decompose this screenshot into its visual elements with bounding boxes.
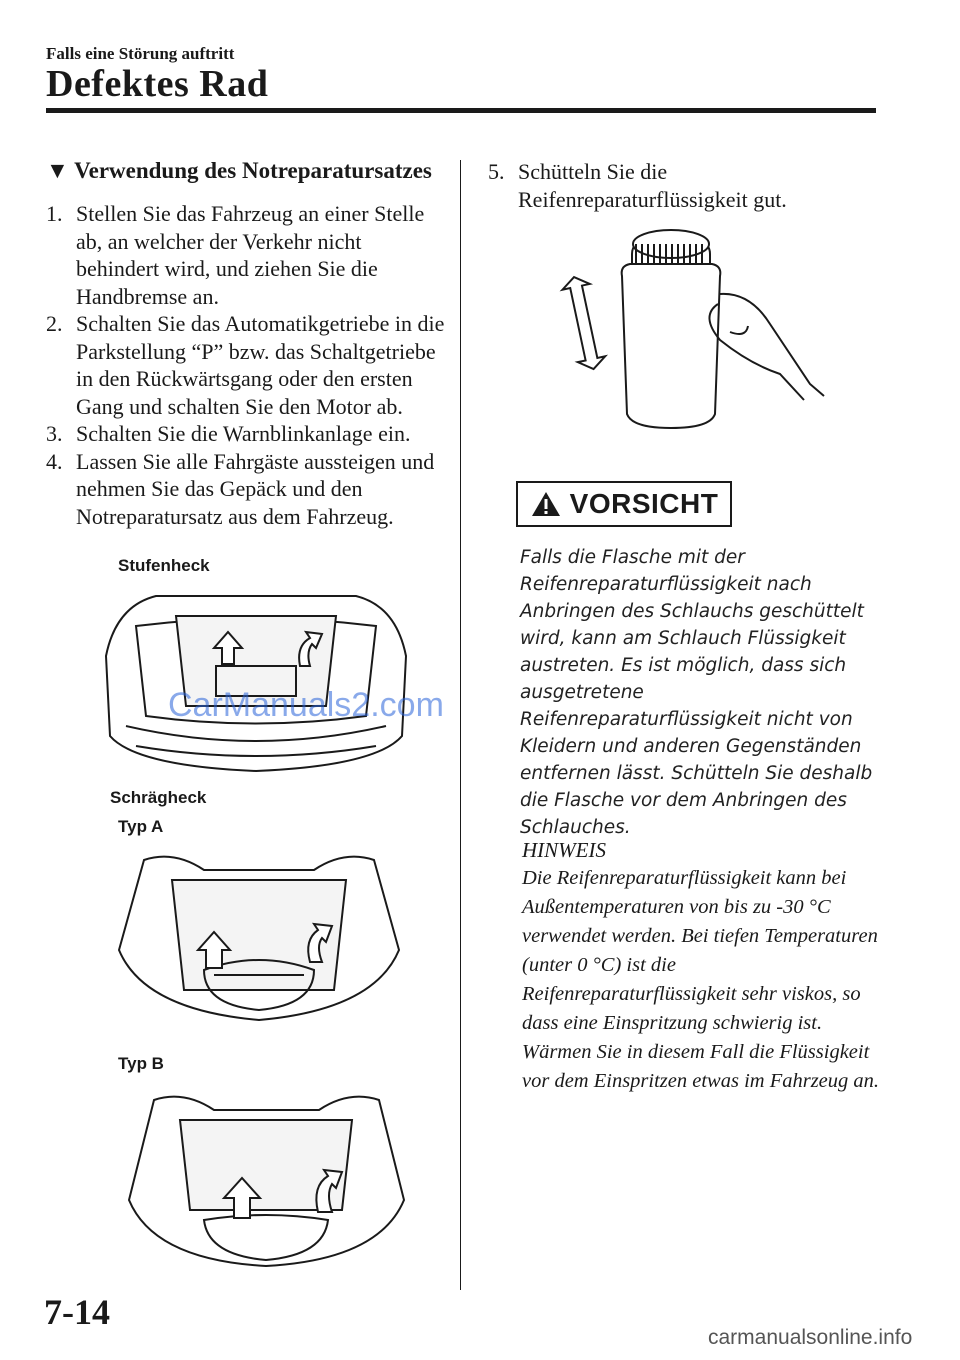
step-number: 1. [46, 201, 63, 226]
title-rule [46, 108, 876, 113]
figure-label-type-a: Typ A [118, 817, 164, 836]
hatchback-type-a-illustration [114, 850, 404, 1025]
step-number: 2. [46, 311, 63, 336]
page-title: Defektes Rad [46, 63, 269, 105]
breadcrumb: Falls eine Störung auftritt [46, 44, 235, 63]
figure-label-hatchback: Schrägheck [110, 788, 207, 807]
step-text: Schalten Sie die Warnblinkanlage ein. [76, 421, 411, 446]
step-list [46, 200, 446, 530]
step-number: 5. [488, 159, 505, 184]
watermark: CarManuals2.com [168, 686, 444, 724]
caution-text: Falls die Flasche mit der Reifenreparaturflüssigkeit nach Anbringen des Schlauchs geschüttelt wird, kann am Schlauch Flüssigkeit austreten. Es ist möglich, dass sich ausgetretene Reifenreparaturflüssigkeit nicht von Kleidern und anderen Gegenständen entfernen lässt. Schütteln Sie deshalb die Flasche vor dem Anbringen des Schlauches. [520, 547, 873, 838]
caution-header [516, 481, 732, 527]
caution-label: VORSICHT [569, 488, 719, 519]
column-divider [460, 160, 461, 1290]
step-text: Stellen Sie das Fahrzeug an einer Stelle ab, an welcher der Verkehr nicht behindert wird, und ziehen Sie die Handbremse an. [76, 201, 425, 309]
page-number: 7-14 [44, 1292, 110, 1332]
hatchback-type-b-illustration [124, 1090, 409, 1270]
section-heading [46, 158, 432, 184]
shake-bottle-illustration [550, 214, 850, 474]
step-text: Schütteln Sie die Reifenreparaturflüssigkeit gut. [518, 159, 787, 212]
note-heading: HINWEIS [522, 838, 606, 862]
figure-label-sedan: Stufenheck [118, 556, 210, 575]
step-5 [488, 158, 888, 214]
step-number: 4. [46, 448, 63, 474]
step-2 [46, 310, 446, 420]
step-number: 3. [46, 421, 63, 446]
note-text: Die Reifenreparaturflüssigkeit kann bei Außentemperaturen von bis zu -30 °C verwendet werden. Bei tiefen Temperaturen (unter 0 °C) ist die Reifenreparaturflüssigkeit sehr viskos, so dass eine Einspritzung schwierig ist. Wärmen Sie in diesem Fall die Flüssigkeit vor dem Einspritzen etwas im Fahrzeug an. [522, 867, 880, 1092]
warning-triangle-icon [530, 490, 562, 518]
step-3 [46, 420, 446, 448]
step-text: Lassen Sie alle Fahrgäste aussteigen und nehmen Sie das Gepäck und den Notreparatursatz aus dem Fahrzeug. [76, 448, 435, 529]
footer-site-watermark: carmanualsonline.info [708, 1326, 913, 1349]
step-4 [46, 448, 446, 531]
triangle-bullet-icon: ▼ [46, 158, 69, 183]
step-text: Schalten Sie das Automatikgetriebe in die Parkstellung “P” bzw. das Schaltgetriebe in den Rückwärtsgang oder den ersten Gang und schalten Sie den Motor ab. [76, 311, 445, 419]
step-1 [46, 200, 446, 310]
figure-label-type-b: Typ B [118, 1054, 164, 1073]
sedan-trunk-illustration [96, 586, 416, 776]
section-heading-text: Verwendung des Notreparatursatzes [74, 158, 432, 183]
